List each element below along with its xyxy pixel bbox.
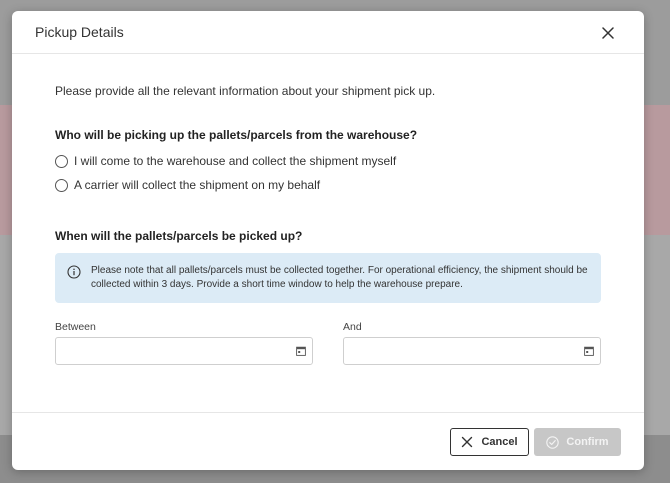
confirm-button[interactable] xyxy=(534,428,621,456)
pickup-details-modal xyxy=(12,11,644,470)
radio-carrier-collect[interactable] xyxy=(55,177,320,193)
calendar-icon[interactable] xyxy=(584,346,594,356)
info-icon xyxy=(67,265,81,279)
modal-footer xyxy=(12,412,644,470)
x-icon xyxy=(461,436,473,448)
radio-self-collect[interactable] xyxy=(55,153,396,169)
between-date-field[interactable] xyxy=(55,337,313,365)
info-notice xyxy=(55,253,601,303)
pickup-time-question: When will the pallets/parcels be picked up? xyxy=(55,229,303,243)
confirm-label: Confirm xyxy=(566,436,609,448)
cancel-label: Cancel xyxy=(481,436,518,448)
info-text: Please note that all pallets/parcels must be collected together. For operational efficiency, the shipment should be collected within 3 days. Provide a short time window to help the warehouse prepare. xyxy=(91,265,588,290)
close-button[interactable] xyxy=(598,23,618,43)
and-date-field[interactable] xyxy=(343,337,601,365)
radio-label: I will come to the warehouse and collect the shipment myself xyxy=(74,154,397,168)
check-circle-icon xyxy=(546,436,559,449)
and-label: And xyxy=(343,321,362,333)
intro-text: Please provide all the relevant information about your shipment pick up. xyxy=(55,84,436,98)
radio-label: A carrier will collect the shipment on my behalf xyxy=(74,178,321,192)
cancel-button[interactable] xyxy=(450,428,529,456)
pickup-question: Who will be picking up the pallets/parcels from the warehouse? xyxy=(55,128,418,142)
radio-button[interactable] xyxy=(55,155,68,168)
close-icon xyxy=(602,27,614,39)
modal-header xyxy=(12,11,644,54)
and-date-input[interactable] xyxy=(344,338,574,364)
between-date-input[interactable] xyxy=(56,338,286,364)
radio-button[interactable] xyxy=(55,179,68,192)
calendar-icon[interactable] xyxy=(296,346,306,356)
between-label: Between xyxy=(55,321,96,333)
modal-title: Pickup Details xyxy=(35,24,124,40)
